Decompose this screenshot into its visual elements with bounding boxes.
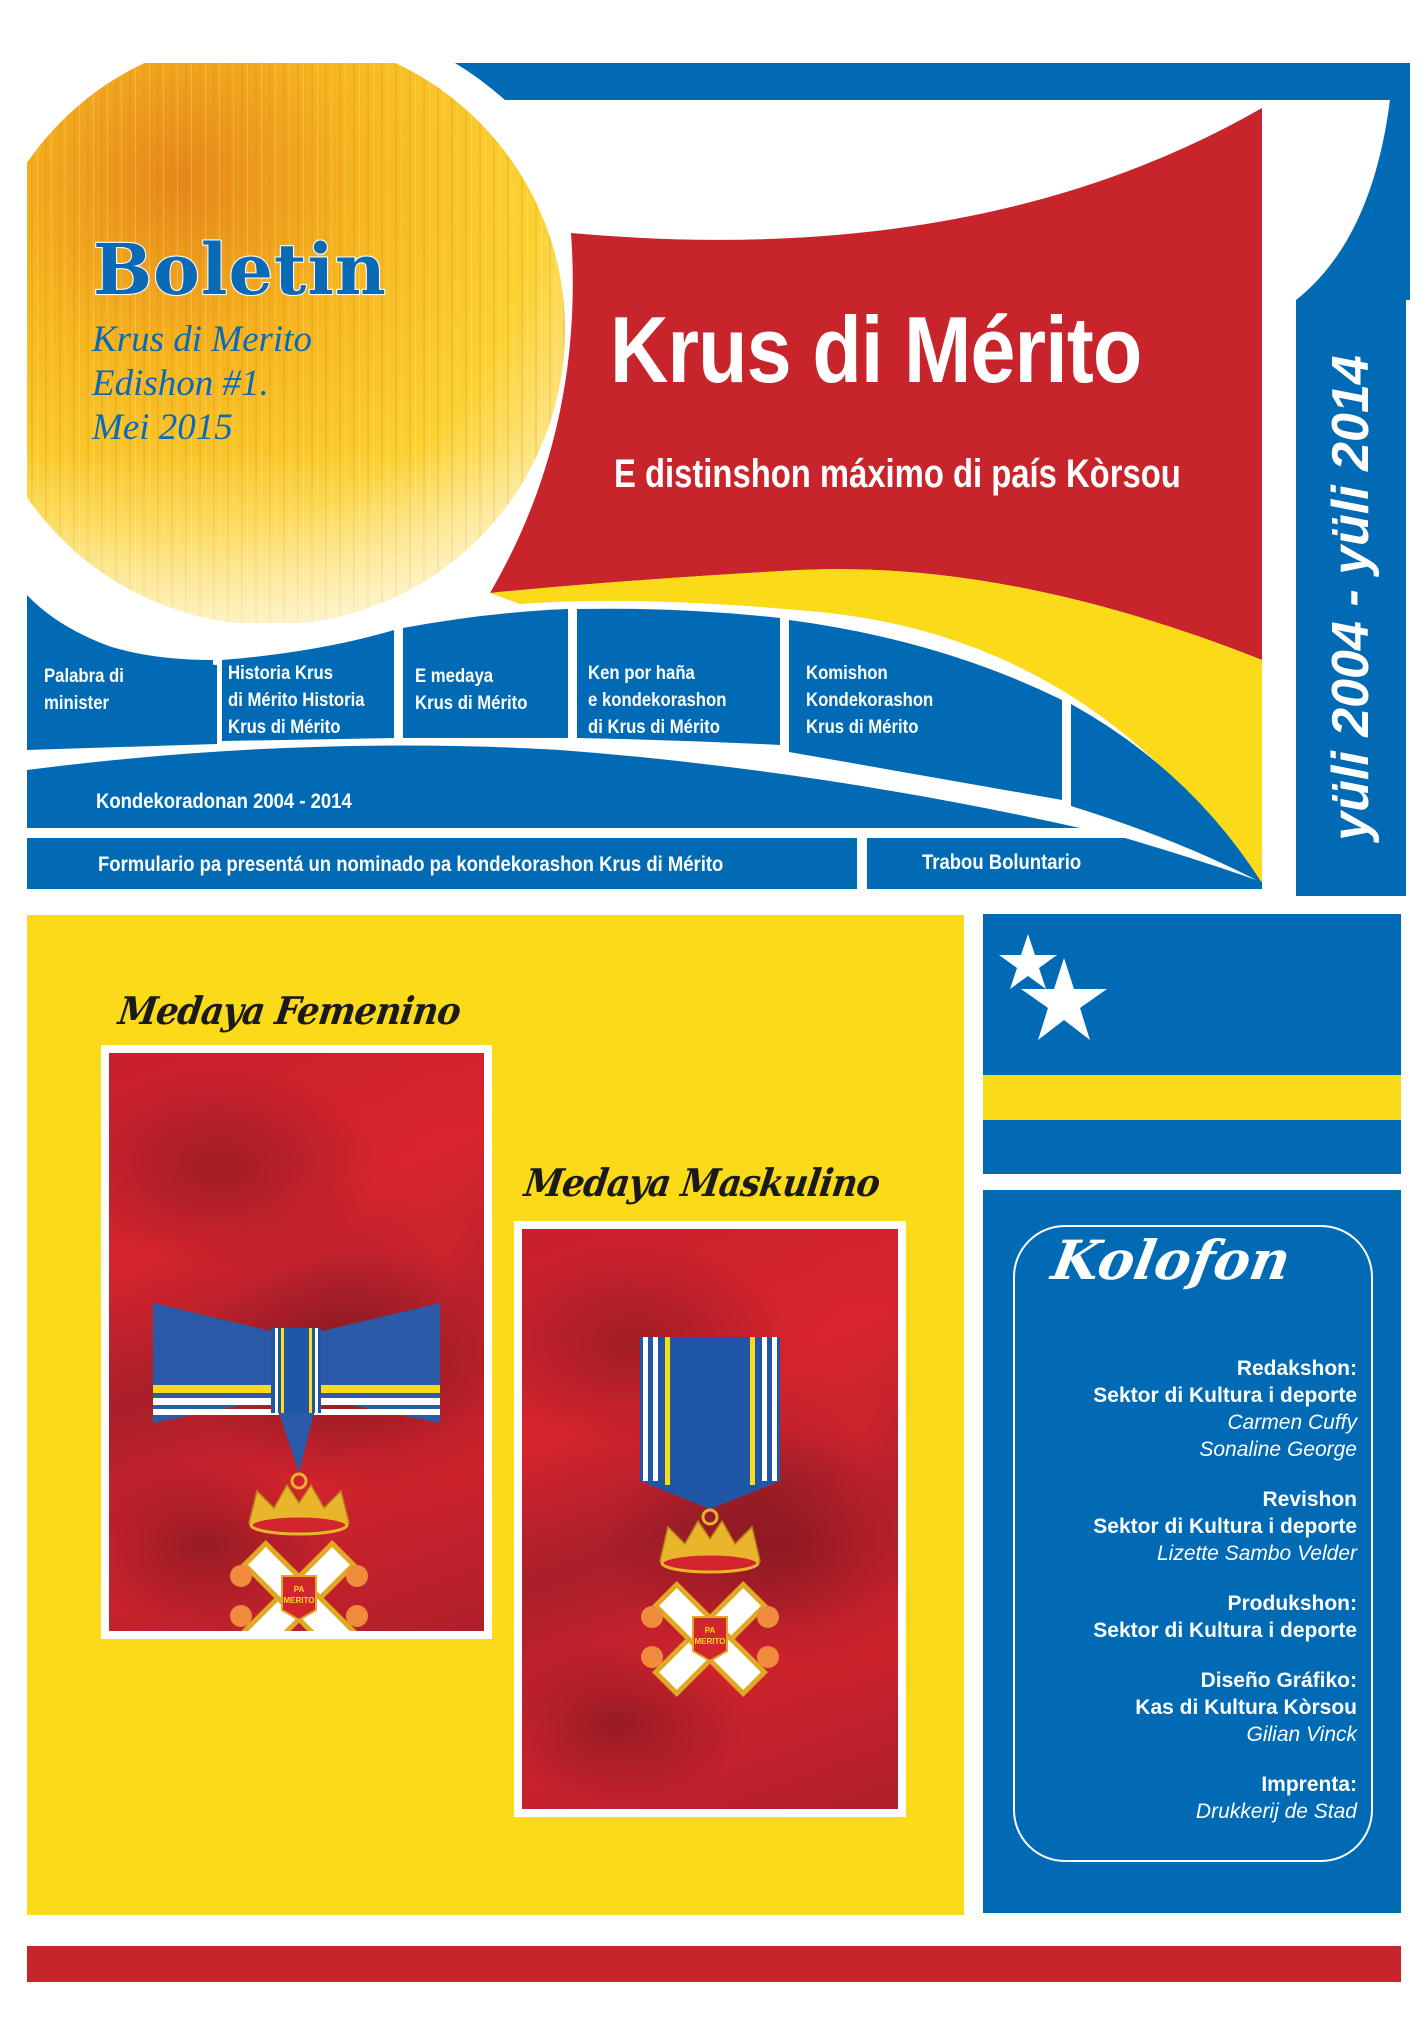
kolofon-entry-revishon: Revishon Sektor di Kultura i deporte Lizette Sambo Velder [1093,1488,1357,1565]
nav-formulario[interactable]: Formulario pa presentá un nominado pa kondekorashon Krus di Mérito [98,853,724,876]
medal-female-frame [101,1045,492,1639]
kolofon-entry-redakshon: Redakshon: Sektor di Kultura i deporte Carmen Cuffy Sonaline George [1093,1357,1357,1461]
kolofon-entry-produkshon: Produkshon: Sektor di Kultura i deporte [1093,1592,1357,1642]
red-cloth-background [109,1053,484,1631]
medal-male-title: Medaya Maskulino [521,1160,883,1205]
masthead-subtitle-1: Krus di Merito [92,319,312,360]
red-cloth-background [522,1229,898,1809]
bow-ribbon-icon [153,1303,440,1473]
medal-female-icon [109,1053,484,1631]
kolofon-entry-diseno-grafiko: Diseño Gráfiko: Kas di Kultura Kòrsou Gilian Vinck [1135,1669,1357,1746]
nav-trabou-boluntario[interactable]: Trabou Boluntario [922,851,1082,874]
nav-tab-komishon[interactable]: Komishon Kondekorashon Krus di Mérito [806,663,934,738]
medal-male-icon [522,1229,898,1809]
top-blue-bar [455,63,1410,100]
masthead-subtitle-3: Mei 2015 [92,407,233,448]
medal-female-title: Medaya Femenino [115,988,464,1033]
kolofon-entries [1093,1355,1357,1848]
nav-kondekoradonan[interactable]: Kondekoradonan 2004 - 2014 [96,790,352,813]
kolofon-panel [983,1190,1401,1913]
nav-tab-ken-por-hana[interactable]: Ken por haña e kondekorashon di Krus di Mérito [588,663,727,738]
svg-text:PA: PA [293,1585,305,1594]
footer-red-bar [27,1946,1401,1982]
flag-yellow-stripe [983,1075,1401,1120]
kolofon-entry-imprenta: Imprenta: Drukkerij de Stad [1195,1773,1357,1823]
date-range: yüli 2004 - yüli 2014 [1322,354,1380,841]
masthead-title: Boletin [93,228,387,311]
banner-title: Krus di Mérito [610,297,1142,402]
crown-icon [660,1521,760,1572]
nav-tab-e-medaya[interactable]: E medaya Krus di Mérito [415,666,528,714]
curacao-flag-icon [983,914,1401,1174]
cross-icon [622,1551,797,1726]
kolofon-title: Kolofon [1047,1228,1296,1292]
nav-tab-palabra-di-minister[interactable]: Palabra di minister [44,666,124,714]
banner-subtitle: E distinshon máximo di país Kòrsou [614,452,1181,496]
medal-male-frame [514,1221,906,1817]
svg-text:MERITO: MERITO [694,1637,726,1646]
svg-text:PA: PA [704,1626,716,1635]
right-blue-frame [1296,100,1410,300]
svg-text:MERITO: MERITO [283,1596,315,1605]
nav-tab-historia[interactable]: Historia Krus di Mérito Historia Krus di Mérito [228,663,365,738]
masthead-subtitle-2: Edishon #1. [92,363,269,404]
crown-icon [249,1485,349,1534]
small-star-icon [999,934,1057,989]
ribbon-icon [640,1337,780,1509]
vertical-date-strip [1296,300,1406,895]
